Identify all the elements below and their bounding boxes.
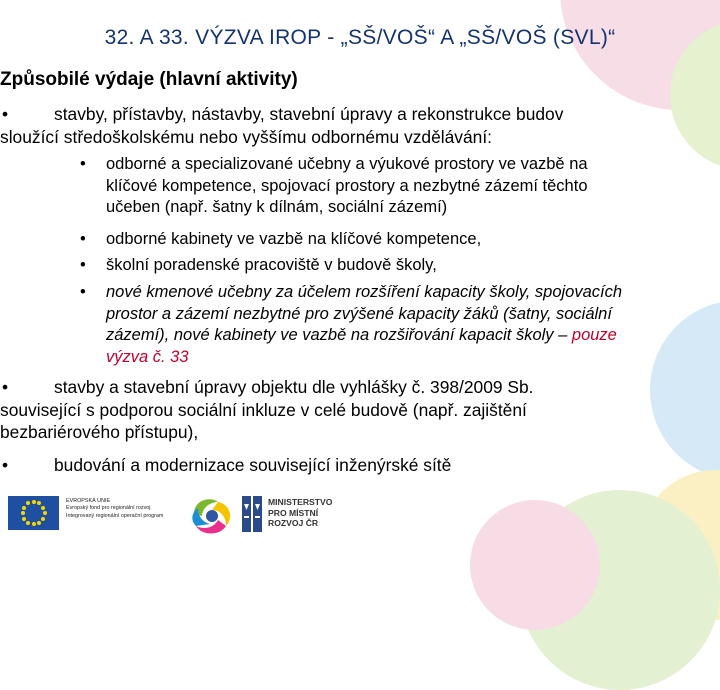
subitem-1-line1: odborné a specializované učebny a výukové prostory ve vazbě na — [106, 155, 588, 173]
mmr-emblem-logo — [242, 496, 262, 532]
highlight-call-33: výzva č. 33 — [106, 347, 189, 366]
bullet-item-2-line1: stavby a stavební úpravy objektu dle vyhlášky č. 398/2009 Sb. — [54, 377, 534, 397]
decor-circle-pink-bottom — [470, 500, 600, 630]
subitem-4-line2: prostor a zázemí nezbytné pro zvýšené kapacity žáků (šatny, sociální — [106, 304, 612, 323]
subitem-3-line1: školní poradenské pracoviště v budově školy, — [106, 256, 437, 274]
bullet-item-2-line3: bezbariérového přístupu), — [0, 422, 199, 442]
highlight-only-call: pouze — [571, 326, 617, 344]
bullet-item-2-line2: související s podporou sociální inkluze v celé budově (např. zajištění — [0, 399, 527, 420]
eu-star-icon — [41, 506, 45, 510]
subitem-1-line3: učeben (např. šatny k dílnám, sociální zázemí) — [106, 198, 448, 216]
eu-star-icon — [22, 517, 26, 521]
subitem-2-line1: odborné kabinety ve vazbě na klíčové kompetence, — [106, 230, 482, 248]
eu-star-icon — [37, 521, 41, 525]
bullet-marker: • — [2, 455, 9, 475]
irop-colorful-logo — [188, 492, 236, 536]
slide-title: 32. A 33. VÝZVA IROP - „SŠ/VOŠ“ A „SŠ/VOŠ (SVL)“ — [104, 26, 616, 49]
eu-logo-line: EVROPSKÁ UNIE — [66, 498, 111, 504]
slide-subtitle: Způsobilé výdaje (hlavní aktivity) — [0, 69, 298, 90]
bullet-item-3 — [0, 454, 662, 477]
subitem-3 — [80, 255, 680, 277]
bullet-item-1 — [0, 103, 662, 148]
eu-star-icon — [41, 517, 45, 521]
eu-star-icon — [43, 511, 47, 515]
eu-star-icon — [26, 521, 30, 525]
eu-star-icon — [37, 501, 41, 505]
bullet-marker: • — [80, 230, 86, 248]
subitem-4-line3: zázemí), nové kabinety ve vazbě na rozšiřování kapacit školy – — [106, 326, 572, 344]
subitem-1-line2: klíčové kompetence, spojovací prostory a nezbytné zázemí těchto — [106, 176, 588, 195]
bullet-item-1-line1: stavby, přístavby, nástavby, stavební úpravy a rekonstrukce budov — [54, 104, 564, 124]
subitem-1 — [80, 154, 680, 219]
eu-star-icon — [32, 522, 36, 526]
eu-logo-line: Integrovaný regionální operační program — [66, 512, 164, 519]
mmr-logo-text — [268, 497, 332, 529]
bullet-item-2 — [0, 376, 662, 444]
bullet-marker: • — [2, 377, 9, 397]
bullet-item-3-line1: budování a modernizace související inženýrské sítě — [54, 455, 452, 475]
eu-star-icon — [26, 501, 30, 505]
bullet-marker: • — [80, 283, 86, 301]
bullet-item-1-line2: sloužící středoškolskému nebo vyššímu odbornému vzdělávání: — [0, 126, 493, 147]
subitem-2 — [80, 229, 680, 251]
eu-flag-logo — [8, 496, 59, 530]
eu-logo-text — [66, 498, 186, 520]
eu-star-icon — [32, 500, 36, 504]
bullet-marker: • — [2, 104, 9, 124]
mmr-logo-line: PRO MÍSTNÍ — [268, 507, 319, 518]
mmr-logo-line: MINISTERSTVO — [268, 497, 333, 507]
mmr-logo-line: ROZVOJ ČR — [268, 518, 319, 529]
eu-logo-line: Evropský fond pro regionální rozvoj — [66, 505, 151, 512]
bullet-marker: • — [80, 256, 86, 274]
eu-star-icon — [21, 511, 25, 515]
eu-star-icon — [22, 506, 26, 510]
subitem-4-line1: nové kmenové učebny za účelem rozšíření kapacity školy, spojovacích — [106, 283, 623, 301]
bullet-marker: • — [80, 155, 86, 173]
subitem-4 — [80, 282, 680, 368]
